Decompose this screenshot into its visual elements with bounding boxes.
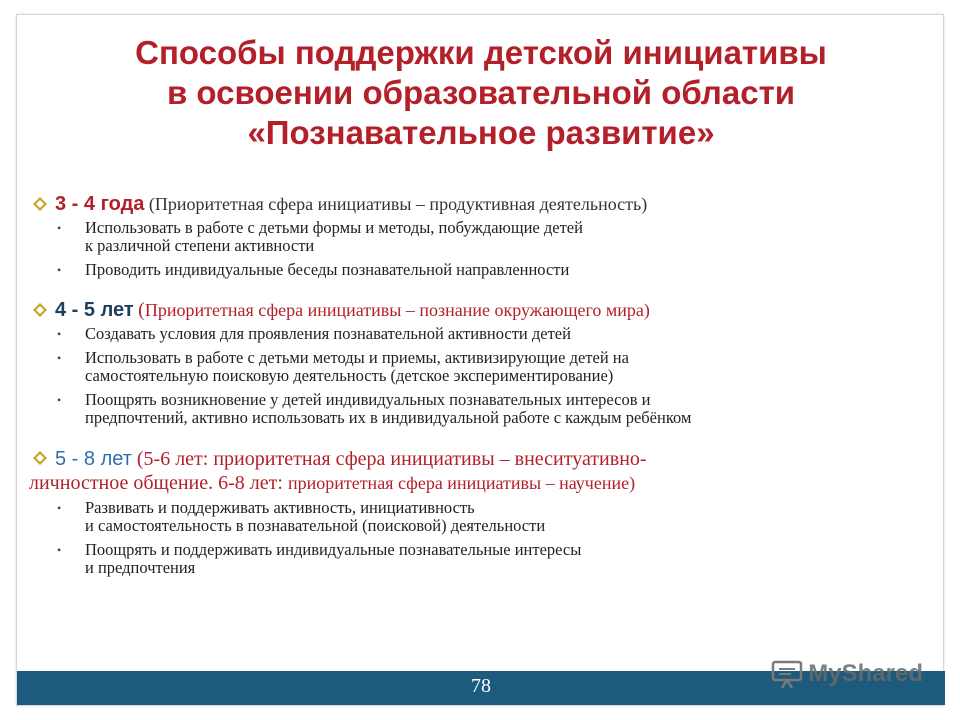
item-text: Использовать в работе с детьми методы и приемы, активизирующие детей на самостоятельную поисковую деятельность (детское экспериментирование) [85, 348, 629, 385]
section-heading [29, 447, 919, 495]
age-label: 4 - 5 лет [55, 299, 134, 321]
title-line-3: «Познавательное развитие» [247, 114, 715, 151]
brand-text: MyShared [808, 660, 923, 687]
list-item [29, 349, 919, 385]
item-list [29, 219, 919, 279]
item-text: Поощрять возникновение у детей индивидуальных познавательных интересов и предпочтений, активно использовать их в индивидуальной работе с каждым ребёнком [85, 390, 692, 427]
section-heading [29, 299, 919, 321]
slide-content [29, 193, 919, 597]
section-3-4-years [29, 193, 919, 279]
priority-text: Приоритетная сфера инициативы – познание окружающего мира) [144, 300, 650, 320]
bullet: • [57, 351, 62, 365]
bullet: • [57, 327, 62, 341]
list-item [29, 541, 919, 577]
item-text: Развивать и поддерживать активность, инициативность и самостоятельность в познавательной (поисковой) деятельности [85, 498, 546, 535]
footer-bar [17, 660, 945, 705]
bullet: • [57, 263, 62, 277]
title-line-2: в освоении образовательной области [166, 74, 796, 111]
title-line-1: Способы поддержки детской инициативы [135, 34, 827, 71]
diamond-bullet-icon [33, 303, 47, 317]
section-4-5-years [29, 299, 919, 427]
item-text: Проводить индивидуальные беседы познавательной направленности [85, 260, 570, 279]
slide [16, 14, 944, 706]
age-label: 5 - 8 лет [55, 448, 132, 470]
bullet: • [57, 221, 62, 235]
list-item [29, 391, 919, 427]
item-text: Использовать в работе с детьми формы и методы, побуждающие детей к различной степени активности [85, 218, 583, 255]
paren-open: ( [138, 299, 145, 321]
bullet: • [57, 543, 62, 557]
watermark [770, 659, 923, 689]
item-list [29, 325, 919, 427]
slide-title [17, 33, 945, 153]
priority-text: (Приоритетная сфера инициативы – продуктивная деятельность) [148, 194, 648, 214]
item-list [29, 499, 919, 577]
list-item [29, 499, 919, 535]
section-heading [29, 193, 919, 215]
priority-text-part-1: (5-6 лет: приоритетная сфера инициативы – внеситуативно- [136, 448, 647, 470]
diamond-bullet-icon [33, 451, 47, 465]
bullet: • [57, 393, 62, 407]
list-item [29, 261, 919, 279]
page-number: 78 [471, 675, 491, 697]
age-label: 3 - 4 года [55, 193, 145, 215]
list-item [29, 219, 919, 255]
list-item [29, 325, 919, 343]
diamond-bullet-icon [33, 197, 47, 211]
item-text: Поощрять и поддерживать индивидуальные познавательные интересы и предпочтения [85, 540, 582, 577]
section-5-8-years [29, 447, 919, 577]
priority-text-part-3: приоритетная сфера инициативы – научение) [287, 473, 636, 493]
presentation-board-icon [770, 659, 804, 689]
item-text: Создавать условия для проявления познавательной активности детей [85, 324, 571, 343]
bullet: • [57, 501, 62, 515]
priority-text-part-2: личностное общение. 6-8 лет: [29, 472, 288, 494]
